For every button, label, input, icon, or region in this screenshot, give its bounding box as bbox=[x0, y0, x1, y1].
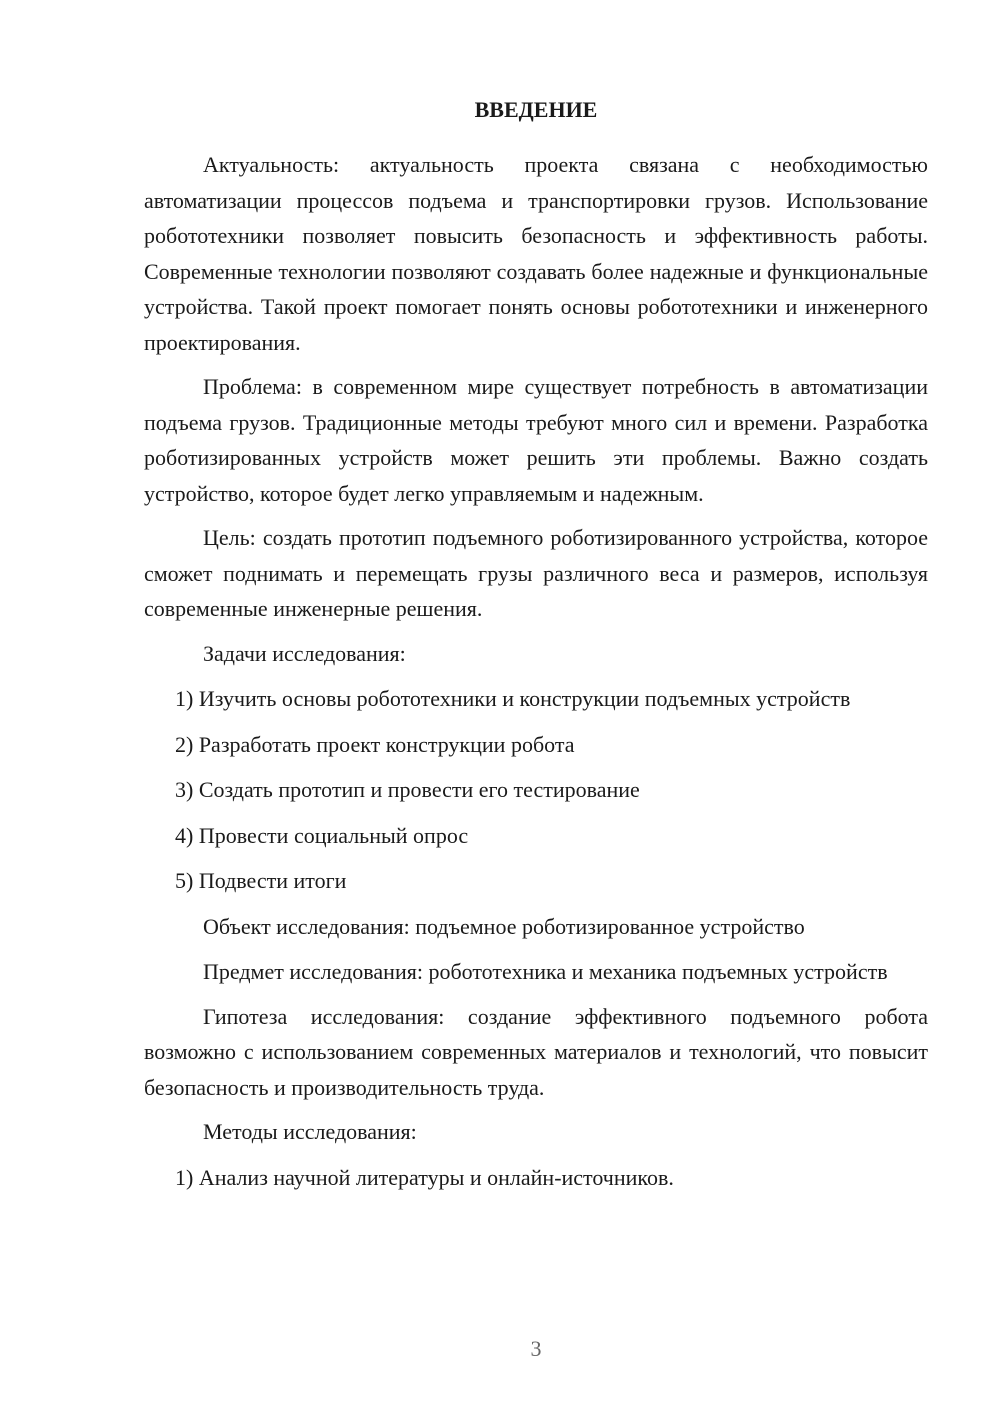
method-item-1: 1) Анализ научной литературы и онлайн-источников. bbox=[175, 1164, 674, 1190]
section-title: ВВЕДЕНИЕ bbox=[474, 97, 598, 122]
page-content bbox=[144, 92, 928, 1205]
subject-paragraph: Предмет исследования: робототехника и механика подъемных устройств bbox=[203, 959, 888, 984]
task-item-4: 4) Провести социальный опрос bbox=[175, 822, 469, 848]
problem-paragraph: Проблема: в современном мире существует потребность в автоматизации подъема грузов. Традиционные методы требуют много сил и времени. Разработка роботизированных устройств может решить эти проблемы. Важно создать устройство, которое будет легко управляемым и надежным. bbox=[144, 374, 928, 506]
hypothesis-paragraph: Гипотеза исследования: создание эффективного подъемного робота возможно с использованием современных материалов и технологий, что повысит безопасность и производительность труда. bbox=[144, 1003, 928, 1100]
task-item-2: 2) Разработать проект конструкции робота bbox=[175, 731, 575, 757]
relevance-paragraph: Актуальность: актуальность проекта связана с необходимостью автоматизации процессов подъема и транспортировки грузов. Использование робототехники позволяет повысить безопасность и эффективность работы. Современные технологии позволяют создавать более надежные и функциональные устройства. Такой проект помогает понять основы робототехники и инженерного проектирования. bbox=[144, 152, 928, 355]
tasks-heading: Задачи исследования: bbox=[203, 640, 406, 666]
task-item-5: 5) Подвести итоги bbox=[175, 868, 347, 893]
task-item-3: 3) Создать прототип и провести его тестирование bbox=[175, 777, 640, 802]
methods-heading: Методы исследования: bbox=[203, 1119, 417, 1144]
task-item-1: 1) Изучить основы робототехники и конструкции подъемных устройств bbox=[175, 686, 851, 711]
page-number: 3 bbox=[530, 1336, 542, 1361]
object-paragraph: Объект исследования: подъемное роботизированное устройство bbox=[203, 913, 805, 939]
goal-paragraph: Цель: создать прототип подъемного роботизированного устройства, которое сможет поднимать и перемещать грузы различного веса и размеров, используя современные инженерные решения. bbox=[144, 525, 928, 621]
